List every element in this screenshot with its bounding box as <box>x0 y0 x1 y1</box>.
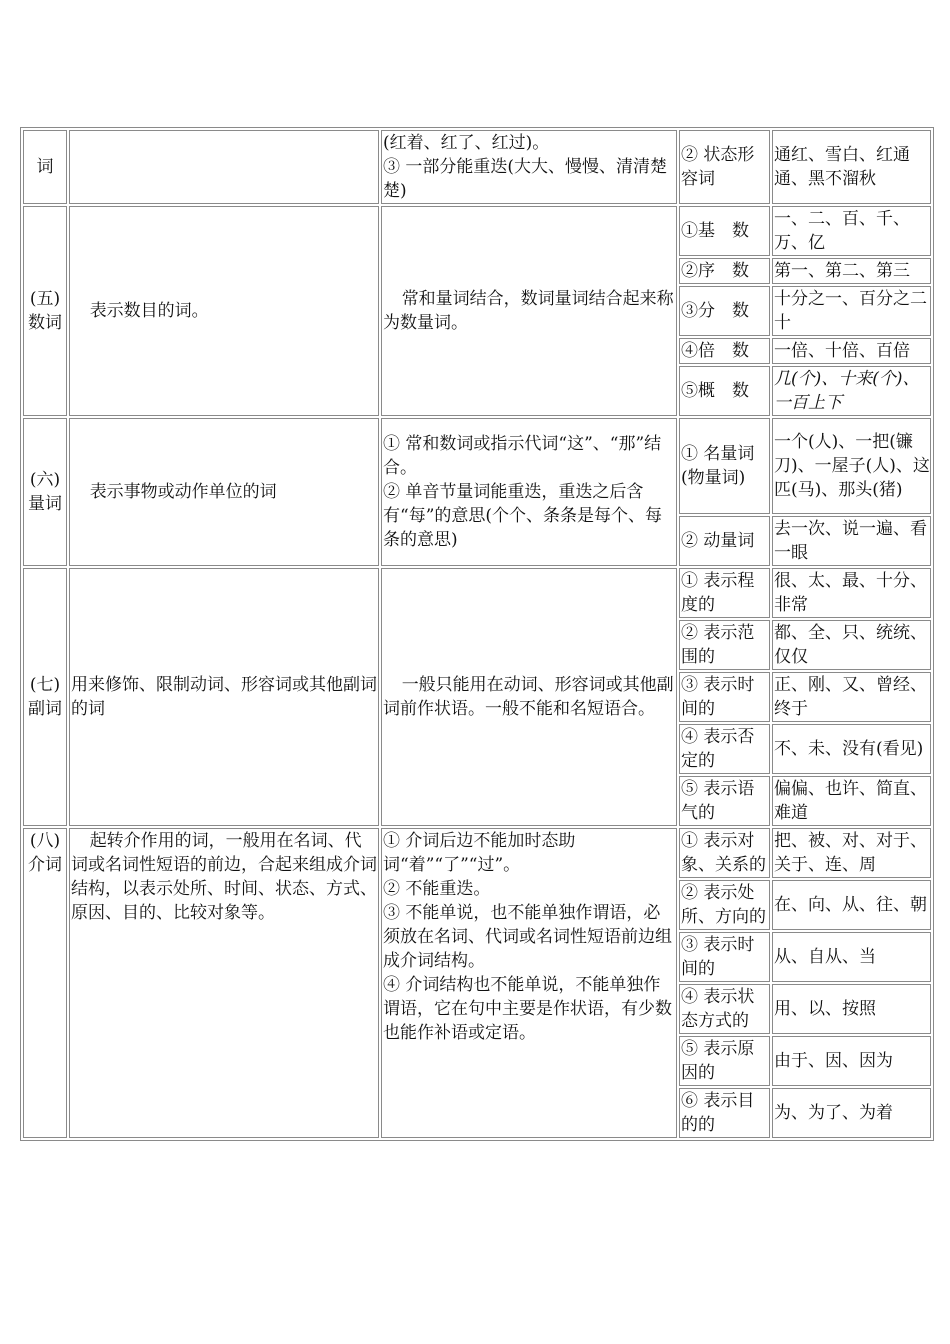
subtype-examples-cell: 很、太、最、十分、非常 <box>772 568 931 618</box>
subtype-name-cell: ④ 表示否定的 <box>679 724 770 774</box>
subtype-name-cell: ③ 表示时间的 <box>679 932 770 982</box>
features-cell: 常和量词结合，数词量词结合起来称为数量词。 <box>381 206 677 416</box>
subtype-name-cell: ⑥ 表示目的的 <box>679 1088 770 1138</box>
subtype-name-cell: ② 表示处所、方向的 <box>679 880 770 930</box>
subtype-name-cell: ④倍 数 <box>679 338 770 364</box>
subtype-examples-cell: 正、刚、又、曾经、终于 <box>772 672 931 722</box>
feature-line: ① 常和数词或指示代词“这”、“那”结合。 <box>383 434 662 478</box>
feature-line: ① 介词后边不能加时态助词“着”“了”“过”。 <box>383 831 576 875</box>
feature-line: ② 单音节量词能重迭，重迭之后含有“每”的意思(个个、条条是每个、每条的意思) <box>383 482 663 550</box>
features-cell <box>381 828 677 1138</box>
subtype-examples-cell: 在、向、从、往、朝 <box>772 880 931 930</box>
feature-line: ③ 不能单说，也不能单独作谓语，必须放在名词、代词或名词性短语前边组成介词结构。 <box>383 903 672 971</box>
subtype-name-cell: ② 表示范围的 <box>679 620 770 670</box>
definition-cell: 表示事物或动作单位的词 <box>69 418 379 566</box>
subtype-examples-cell: 由于、因、因为 <box>772 1036 931 1086</box>
category-cell: (八)介词 <box>23 828 67 1138</box>
table-row <box>23 206 931 256</box>
definition-cell: 表示数目的词。 <box>69 206 379 416</box>
subtype-name-cell: ① 表示程度的 <box>679 568 770 618</box>
subtype-examples-cell: 十分之一、百分之二十 <box>772 286 931 336</box>
subtype-name-cell: ② 动量词 <box>679 516 770 566</box>
subtype-examples-cell: 一个(人)、一把(镰刀)、一屋子(人)、这匹(马)、那头(猪) <box>772 418 931 514</box>
subtype-name-cell: ②序 数 <box>679 258 770 284</box>
subtype-name-cell: ⑤ 表示语气的 <box>679 776 770 826</box>
category-cell: (五)数词 <box>23 206 67 416</box>
feature-line: ③ 一部分能重迭(大大、慢慢、清清楚楚) <box>383 157 668 201</box>
features-cell <box>381 418 677 566</box>
subtype-examples-cell: 都、全、只、统统、仅仅 <box>772 620 931 670</box>
table-row <box>23 568 931 618</box>
category-cell: (七)副词 <box>23 568 67 826</box>
subtype-name-cell: ① 名量词(物量词) <box>679 418 770 514</box>
subtype-examples-cell: 偏偏、也许、简直、难道 <box>772 776 931 826</box>
subtype-name-cell: ⑤概 数 <box>679 366 770 416</box>
subtype-name-cell: ② 状态形容词 <box>679 130 770 204</box>
definition-cell: 起转介作用的词，一般用在名词、代词或名词性短语的前边，合起来组成介词结构，以表示处所、时间、状态、方式、原因、目的、比较对象等。 <box>69 828 379 1138</box>
subtype-examples-cell: 第一、第二、第三 <box>772 258 931 284</box>
grammar-table-sheet <box>20 127 932 1141</box>
subtype-examples-cell: 从、自从、当 <box>772 932 931 982</box>
category-cell: 词 <box>23 130 67 204</box>
table-row <box>23 828 931 878</box>
features-cell: 一般只能用在动词、形容词或其他副词前作状语。一般不能和名短语合。 <box>381 568 677 826</box>
feature-line: ④ 介词结构也不能单说，不能单独作谓语，它在句中主要是作状语，有少数也能作补语或定语。 <box>383 975 672 1043</box>
table-row <box>23 418 931 514</box>
subtype-examples-cell: 一、二、百、千、万、亿 <box>772 206 931 256</box>
subtype-name-cell: ⑤ 表示原因的 <box>679 1036 770 1086</box>
subtype-examples-cell: 为、为了、为着 <box>772 1088 931 1138</box>
subtype-examples-cell: 通红、雪白、红通通、黑不溜秋 <box>772 130 931 204</box>
subtype-examples-cell: 几(个)、十来(个)、一百上下 <box>772 366 931 416</box>
subtype-name-cell: ③ 表示时间的 <box>679 672 770 722</box>
subtype-name-cell: ① 表示对象、关系的 <box>679 828 770 878</box>
category-cell: (六)量词 <box>23 418 67 566</box>
subtype-name-cell: ④ 表示状态方式的 <box>679 984 770 1034</box>
subtype-name-cell: ③分 数 <box>679 286 770 336</box>
table-row <box>23 130 931 204</box>
subtype-examples-cell: 把、被、对、对于、关于、连、周 <box>772 828 931 878</box>
subtype-examples-cell: 用、以、按照 <box>772 984 931 1034</box>
features-cell <box>381 130 677 204</box>
subtype-examples-cell: 不、未、没有(看见) <box>772 724 931 774</box>
feature-line: ② 不能重迭。 <box>383 879 491 899</box>
definition-cell <box>69 130 379 204</box>
subtype-name-cell: ①基 数 <box>679 206 770 256</box>
subtype-examples-cell: 一倍、十倍、百倍 <box>772 338 931 364</box>
subtype-examples-cell: 去一次、说一遍、看一眼 <box>772 516 931 566</box>
definition-cell: 用来修饰、限制动词、形容词或其他副词的词 <box>69 568 379 826</box>
word-class-table <box>20 127 934 1141</box>
feature-line: (红着、红了、红过)。 <box>383 133 550 153</box>
